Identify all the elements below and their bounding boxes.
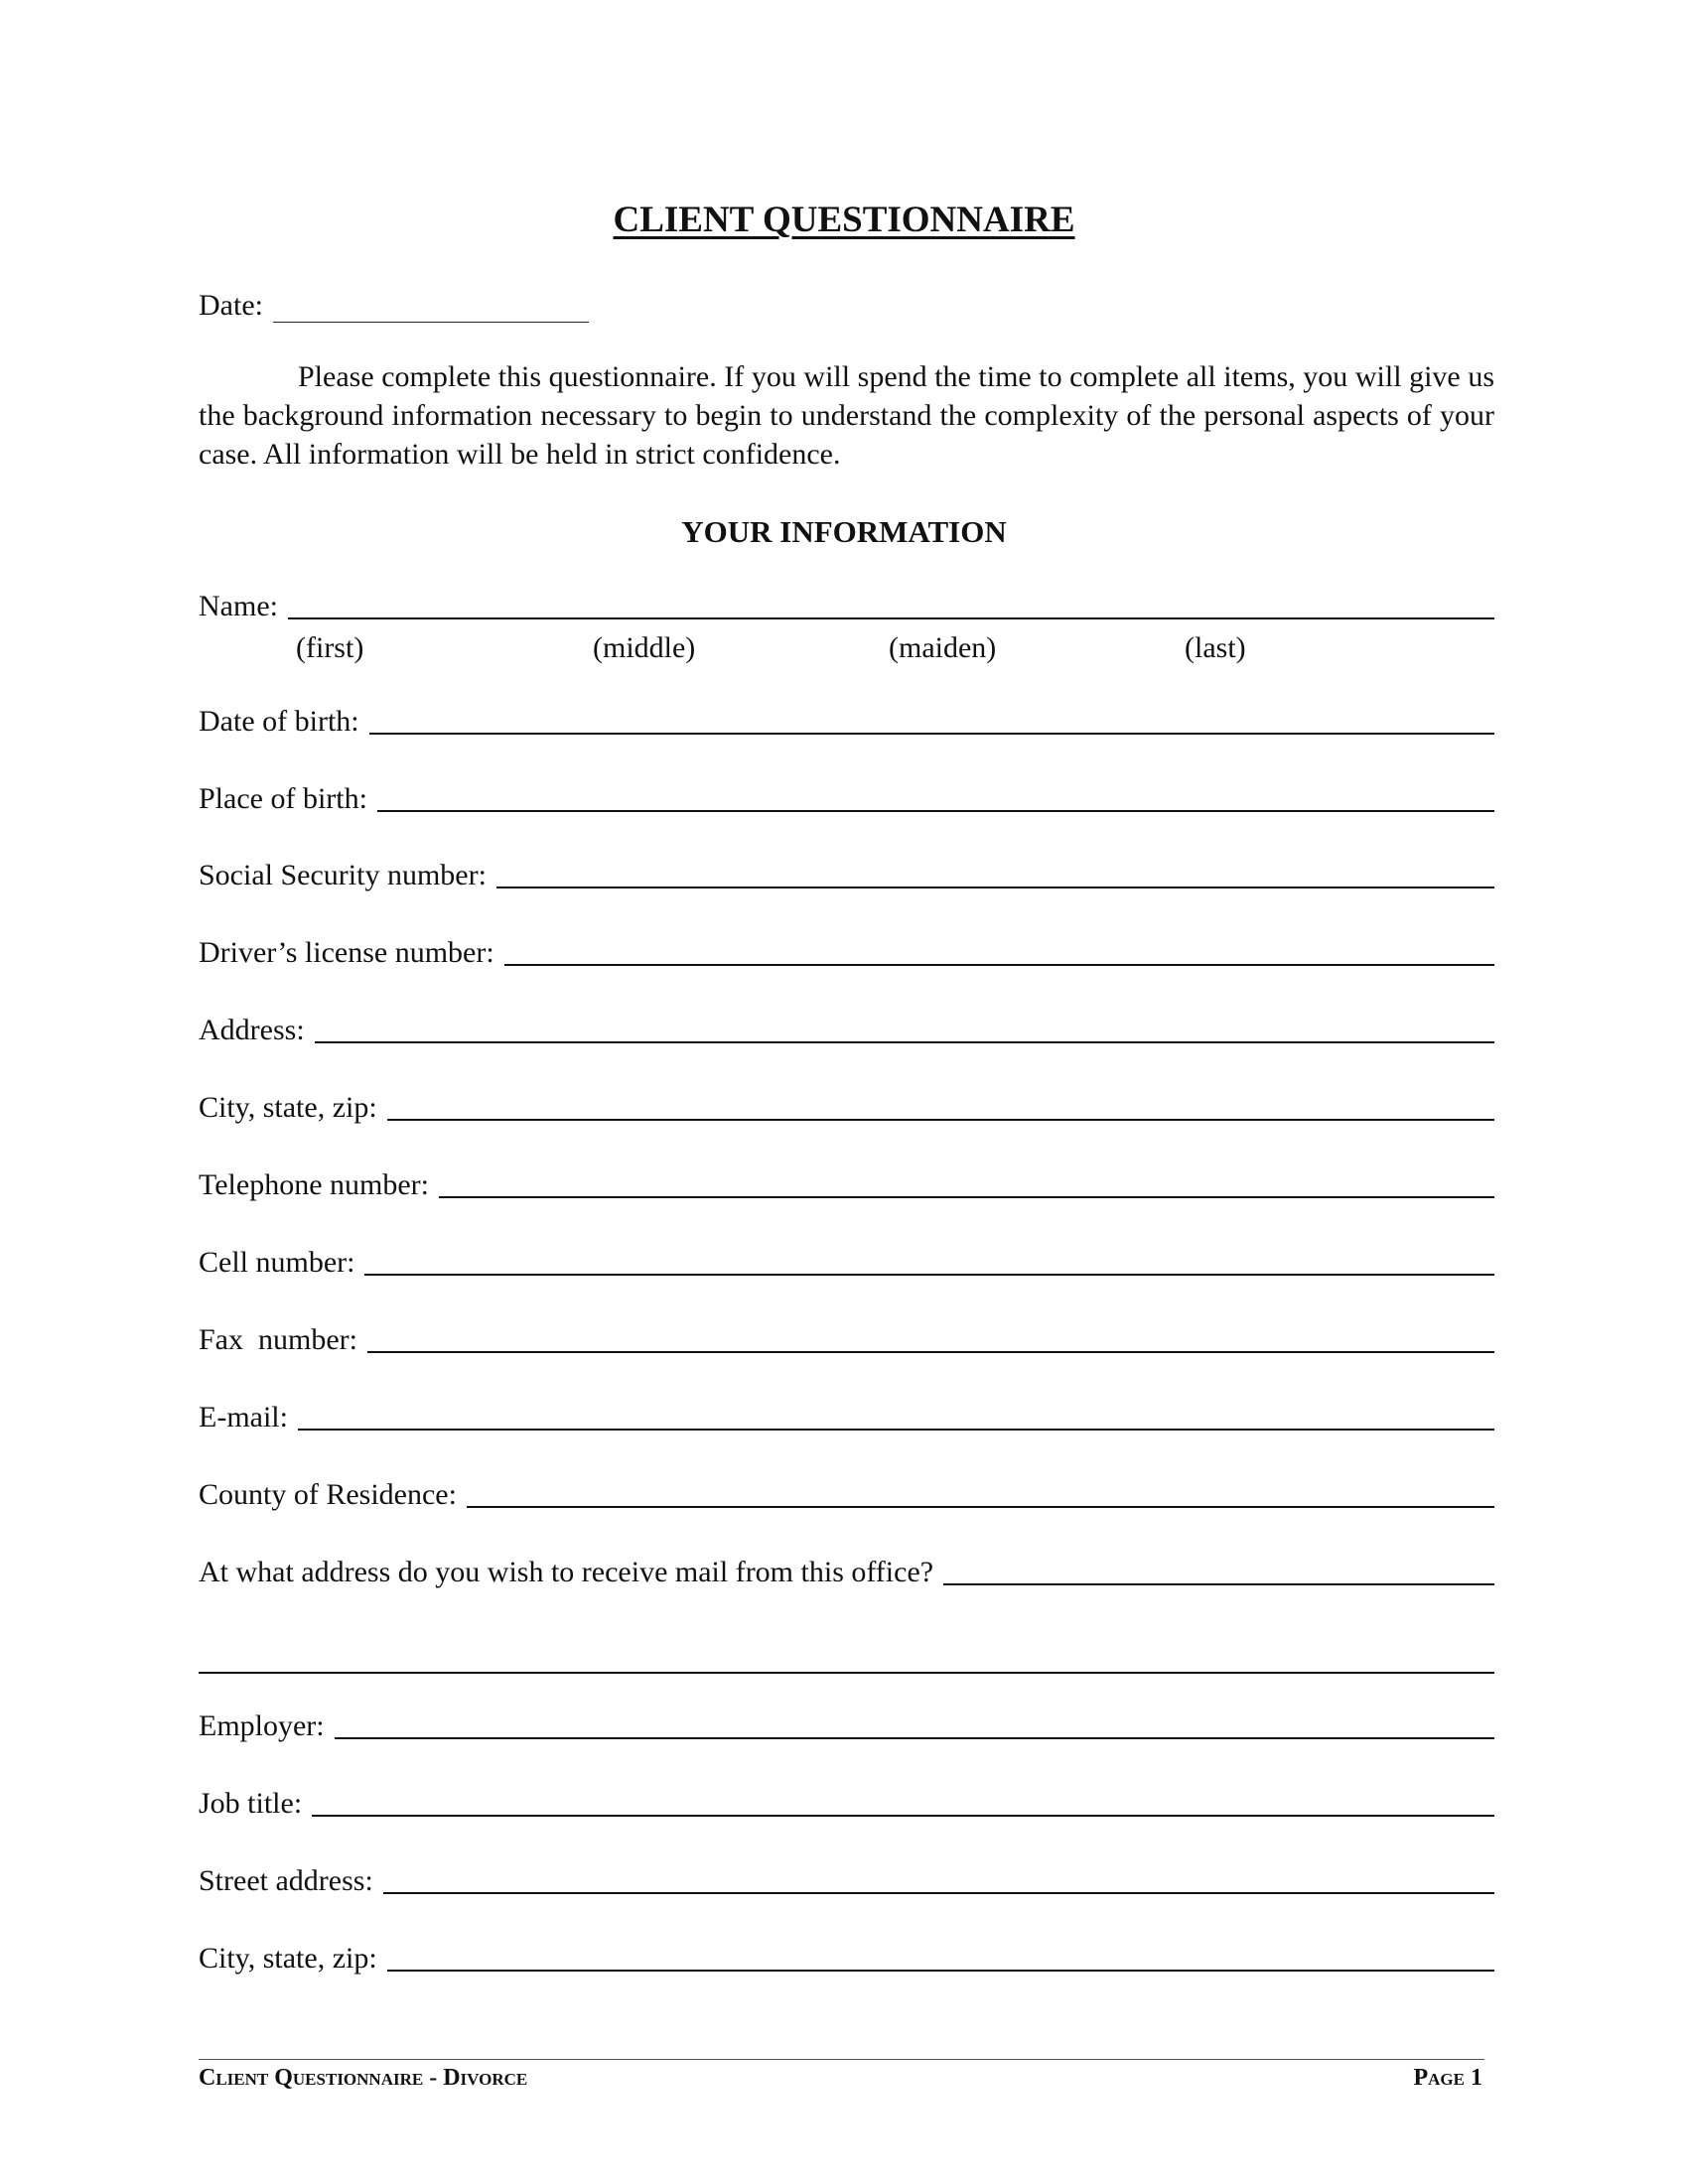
name-part-middle: (middle)	[593, 631, 696, 664]
field-label: Job title:	[199, 1787, 303, 1820]
county-input-line[interactable]	[467, 1476, 1494, 1508]
field-label: Street address:	[199, 1864, 373, 1897]
page-number: Page 1	[1413, 2065, 1482, 2091]
field-label: Employer:	[199, 1709, 325, 1742]
field-label: Social Security number:	[199, 859, 487, 891]
name-part-last: (last)	[1185, 631, 1246, 664]
field-label: City, state, zip:	[199, 1091, 377, 1124]
footer-title: Client Questionnaire - Divorce	[199, 2065, 528, 2091]
street-address-field	[199, 1860, 1494, 1900]
field-label: Telephone number:	[199, 1168, 429, 1201]
document-title: CLIENT QUESTIONNAIRE	[613, 200, 1075, 240]
employer-input-line[interactable]	[335, 1707, 1494, 1739]
job-title-input-line[interactable]	[312, 1785, 1494, 1817]
field-label: E-mail:	[199, 1401, 288, 1433]
address-input-line[interactable]	[315, 1012, 1494, 1043]
place-of-birth-field	[199, 778, 1494, 818]
name-field	[199, 586, 1494, 625]
footer-divider	[199, 2059, 1484, 2060]
employer-city-state-zip-input-line[interactable]	[387, 1940, 1494, 1972]
field-label: Driver’s license number:	[199, 936, 494, 969]
field-label: City, state, zip:	[199, 1942, 377, 1975]
job-title-field	[199, 1783, 1494, 1823]
email-input-line[interactable]	[298, 1399, 1494, 1431]
ssn-field	[199, 855, 1494, 894]
field-label: County of Residence:	[199, 1478, 457, 1511]
city-state-zip-input-line[interactable]	[387, 1089, 1494, 1121]
drivers-license-input-line[interactable]	[504, 934, 1494, 966]
fax-field	[199, 1319, 1494, 1359]
mail-address-continuation-line[interactable]	[199, 1672, 1494, 1674]
email-field	[199, 1397, 1494, 1436]
address-field	[199, 1010, 1494, 1049]
field-label: Date of birth:	[199, 705, 359, 738]
intro-paragraph: Please complete this questionnaire. If you will spend the time to complete all items, you will give us the background information necessary to begin to understand the complexity of the personal aspects of your case. All information will be held in strict confidence.	[199, 360, 1494, 471]
employer-field	[199, 1706, 1494, 1745]
field-label: Fax number:	[199, 1323, 357, 1356]
telephone-field	[199, 1164, 1494, 1204]
name-part-first: (first)	[296, 631, 364, 664]
cell-input-line[interactable]	[364, 1244, 1494, 1276]
name-input-line[interactable]	[288, 588, 1494, 619]
city-state-zip-field	[199, 1087, 1494, 1127]
field-label: Address:	[199, 1014, 305, 1046]
name-label: Name:	[199, 590, 278, 622]
date-label: Date:	[199, 289, 263, 322]
section-heading: YOUR INFORMATION	[681, 514, 1007, 549]
field-label: Place of birth:	[199, 782, 367, 815]
mail-address-input-line[interactable]	[943, 1554, 1494, 1585]
ssn-input-line[interactable]	[496, 857, 1494, 888]
field-label: At what address do you wish to receive mail from this office?	[199, 1556, 934, 1588]
telephone-input-line[interactable]	[439, 1166, 1494, 1198]
fax-input-line[interactable]	[367, 1321, 1494, 1353]
mail-address-field	[199, 1552, 1494, 1591]
date-of-birth-input-line[interactable]	[369, 703, 1494, 735]
county-field	[199, 1474, 1494, 1514]
name-part-maiden: (maiden)	[889, 631, 997, 664]
employer-city-state-zip-field	[199, 1938, 1494, 1978]
cell-field	[199, 1242, 1494, 1282]
street-address-input-line[interactable]	[383, 1862, 1494, 1894]
field-label: Cell number:	[199, 1246, 355, 1279]
date-input-line[interactable]	[273, 292, 589, 323]
date-of-birth-field	[199, 701, 1494, 741]
drivers-license-field	[199, 932, 1494, 972]
date-row	[199, 283, 596, 323]
place-of-birth-input-line[interactable]	[377, 780, 1494, 812]
